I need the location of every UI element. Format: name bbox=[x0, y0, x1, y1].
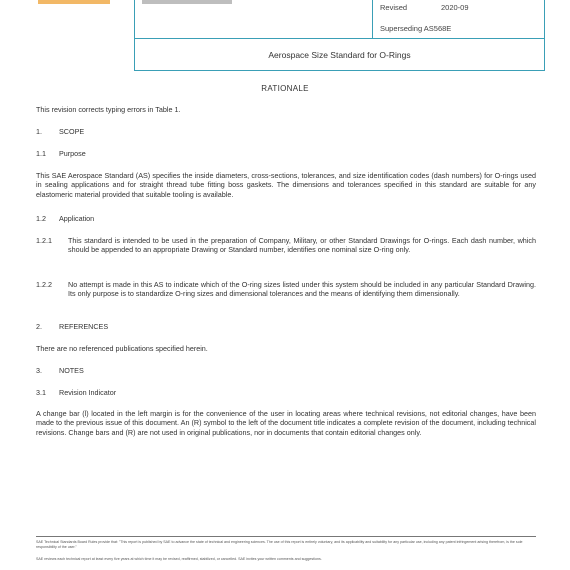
section-3-1-number: 3.1 bbox=[36, 388, 46, 397]
header-box bbox=[134, 0, 545, 39]
revision-text: A change bar (l) located in the left margin is for the convenience of the user in locating areas where technical revisions, not editorial changes, have been made to the previous issue of this document. An (R) symbol to the left of the document title indicates a complete revision of the document, including technical revisions. Change bars and (R) are not used in original publications, nor in documents that contain editorial changes only. bbox=[36, 409, 536, 437]
revised-label: Revised bbox=[380, 3, 408, 12]
section-3-title: NOTES bbox=[59, 366, 84, 375]
section-2-title: REFERENCES bbox=[59, 322, 109, 331]
header-divider bbox=[372, 0, 373, 38]
references-text: There are no referenced publications specified herein. bbox=[36, 344, 208, 353]
revised-value: 2020-09 bbox=[441, 3, 469, 12]
document-title-text: Aerospace Size Standard for O-Rings bbox=[268, 49, 411, 60]
section-1-2-number: 1.2 bbox=[36, 214, 46, 223]
footer-review-note: SAE reviews each technical report at least every five years at which time it may be revised, reaffirmed, stabilized, or cancelled. SAE invites your written comments and suggestions. bbox=[36, 557, 322, 561]
section-1-2-title: Application bbox=[59, 214, 95, 223]
section-1-1-title: Purpose bbox=[59, 149, 86, 158]
item-1-2-1-number: 1.2.1 bbox=[36, 236, 52, 245]
rationale-heading: RATIONALE bbox=[261, 84, 309, 93]
sae-logo bbox=[38, 0, 110, 4]
item-1-2-2-number: 1.2.2 bbox=[36, 280, 52, 289]
section-1-title: SCOPE bbox=[59, 127, 85, 136]
section-1-number: 1. bbox=[36, 127, 42, 136]
superseding-label: Superseding AS568E bbox=[380, 24, 452, 33]
section-3-number: 3. bbox=[36, 366, 42, 375]
section-1-1-number: 1.1 bbox=[36, 149, 46, 158]
item-1-2-1-text: This standard is intended to be used in the preparation of Company, Military, or other Standard Drawings for O-rings. Each dash number, which should be appended to an appropriate Drawing or Standard number, identifies one nominal size O-ring only. bbox=[68, 236, 536, 255]
section-2-number: 2. bbox=[36, 322, 42, 331]
rationale-text: This revision corrects typing errors in Table 1. bbox=[36, 105, 181, 114]
footer-disclaimer: SAE Technical Standards Board Rules provide that: "This report is published by SAE to advance the state of technical and engineering sciences. The use of this report is entirely voluntary, and its applicability and suitability for any particular use, including any patent infringement arising therefrom, is the sole responsibility of the user." bbox=[36, 540, 523, 549]
footer-divider bbox=[36, 536, 536, 537]
section-3-1-title: Revision Indicator bbox=[59, 388, 117, 397]
item-1-2-2-text: No attempt is made in this AS to indicate which of the O-ring sizes listed under this system should be included in any particular Standard Drawing. Its only purpose is to standardize O-ring sizes and dimensional tolerances and the means of identifying them dimensionally. bbox=[68, 280, 536, 299]
purpose-text: This SAE Aerospace Standard (AS) specifies the inside diameters, cross-sections, tolerances, and size identification codes (dash numbers) for O-rings used in sealing applications and for straight thread tube fitting boss gaskets. The dimensions and tolerances specified in this standard are suitable for any elastomeric material provided that suitable tooling is available. bbox=[36, 171, 536, 199]
document-title bbox=[134, 38, 545, 71]
